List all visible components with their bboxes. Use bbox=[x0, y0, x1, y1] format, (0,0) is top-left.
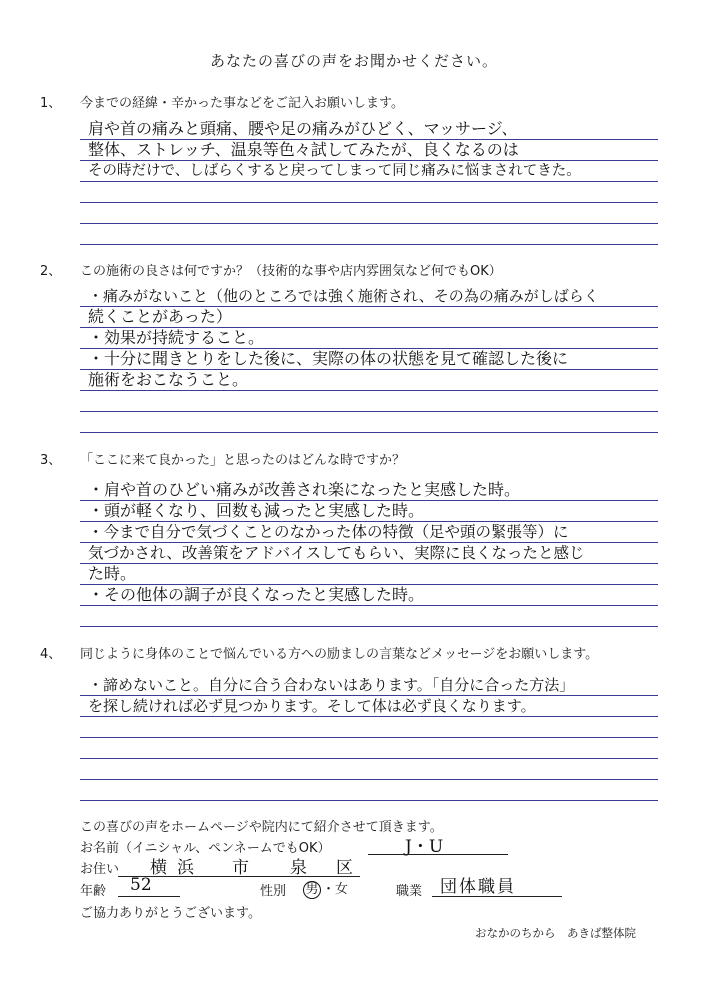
ruled-line bbox=[80, 563, 658, 564]
ruled-line bbox=[80, 737, 658, 738]
question-text: 今までの経緯・辛かった事などをご記入お願いします。 bbox=[80, 96, 404, 111]
question-number: 3、 bbox=[40, 453, 62, 468]
address-label: お住い bbox=[80, 862, 120, 877]
publish-notice: この喜びの声をホームページや院内にて紹介させて頂きます。 bbox=[80, 820, 443, 835]
gender-label: 性別 bbox=[260, 884, 287, 899]
thanks-text: ご協力ありがとうございます。 bbox=[80, 906, 261, 921]
ruled-line bbox=[80, 390, 658, 391]
handwritten-answer-line: た時。 bbox=[88, 564, 137, 583]
job-underline bbox=[432, 896, 562, 897]
question-number: 4、 bbox=[40, 647, 62, 662]
address-city-value: 横浜 bbox=[150, 858, 204, 878]
ruled-line bbox=[80, 758, 658, 759]
question-text: 同じように身体のことで悩んでいる方への励ましの言葉などメッセージをお願いします。 bbox=[80, 647, 599, 662]
ruled-line bbox=[80, 432, 658, 433]
handwritten-answer-line: 気づかされ、改善策をアドバイスしてもらい、実際に良くなったと感じ bbox=[88, 544, 585, 562]
gender-female: 女 bbox=[335, 882, 349, 897]
handwritten-answer-line: ・頭が軽くなり、回数も減ったと実感した時。 bbox=[88, 501, 425, 520]
handwritten-answer-line: ・肩や首のひどい痛みが改善され楽になったと実感した時。 bbox=[88, 480, 521, 499]
name-underline bbox=[368, 854, 508, 855]
handwritten-answer-line: 肩や首の痛みと頭痛、腰や足の痛みがひどく、マッサージ、 bbox=[88, 119, 518, 138]
ruled-line bbox=[80, 626, 658, 627]
age-underline bbox=[118, 896, 180, 897]
ruled-line bbox=[80, 181, 658, 182]
handwritten-answer-line: 整体、ストレッチ、温泉等色々試してみたが、良くなるのは bbox=[88, 140, 519, 159]
question-number: 2、 bbox=[40, 264, 62, 279]
page-title: あなたの喜びの声をお聞かせください。 bbox=[209, 52, 498, 70]
ruled-line bbox=[80, 223, 658, 224]
handwritten-answer-line: ・効果が持続すること。 bbox=[88, 328, 265, 347]
handwritten-answer-line: 施術をおこなうこと。 bbox=[88, 370, 249, 389]
ruled-line bbox=[80, 244, 658, 245]
handwritten-answer-line: ・諦めないこと。自分に合う合わないはあります。「自分に合った方法」 bbox=[88, 676, 575, 694]
job-label: 職業 bbox=[396, 884, 423, 899]
ruled-line bbox=[80, 716, 658, 717]
ruled-line bbox=[80, 202, 658, 203]
ruled-line bbox=[80, 411, 658, 412]
age-value: 52 bbox=[130, 875, 152, 895]
handwritten-answer-line: ・痛みがないこと（他のところでは強く施術され、その為の痛みがしばらく bbox=[88, 287, 599, 305]
handwritten-answer-line: その時だけで、しばらくすると戻ってしまって同じ痛みに悩まされてきた。 bbox=[88, 163, 581, 179]
gender-options bbox=[302, 878, 348, 899]
address-city-unit: 市 bbox=[232, 858, 249, 878]
gender-separator: ・ bbox=[322, 882, 336, 897]
handwritten-answer-line: を探し続ければ必ず見つかります。そして体は必ず良くなります。 bbox=[88, 697, 536, 715]
name-label: お名前（イニシャル、ペンネームでもOK） bbox=[80, 841, 331, 856]
question-number: 1、 bbox=[40, 96, 62, 111]
ruled-line bbox=[80, 779, 658, 780]
name-value: J・U bbox=[405, 837, 444, 857]
address-ward-value: 泉 bbox=[290, 858, 307, 878]
question-text: この施術の良さは何ですか？（技術的な事や店内雰囲気など何でもOK） bbox=[80, 264, 502, 279]
ruled-line bbox=[80, 605, 658, 606]
question-text: 「ここに来て良かった」と思ったのはどんな時ですか？ bbox=[80, 453, 406, 468]
handwritten-answer-line: 続くことがあった） bbox=[88, 307, 232, 326]
job-value: 団体職員 bbox=[440, 877, 516, 897]
ruled-line bbox=[80, 800, 658, 801]
gender-male-circled: 男 bbox=[303, 881, 321, 899]
address-underline bbox=[118, 876, 360, 877]
handwritten-answer-line: ・その他体の調子が良くなったと実感した時。 bbox=[88, 585, 425, 604]
clinic-name: おなかのちから あきば整体院 bbox=[475, 926, 636, 940]
address-ward-unit: 区 bbox=[336, 858, 353, 878]
age-label: 年齢 bbox=[80, 884, 107, 899]
handwritten-answer-line: ・今まで自分で気づくことのなかった体の特徴（足や頭の緊張等）に bbox=[88, 523, 569, 541]
handwritten-answer-line: ・十分に聞きとりをした後に、実際の体の状態を見て確認した後に bbox=[88, 349, 569, 368]
